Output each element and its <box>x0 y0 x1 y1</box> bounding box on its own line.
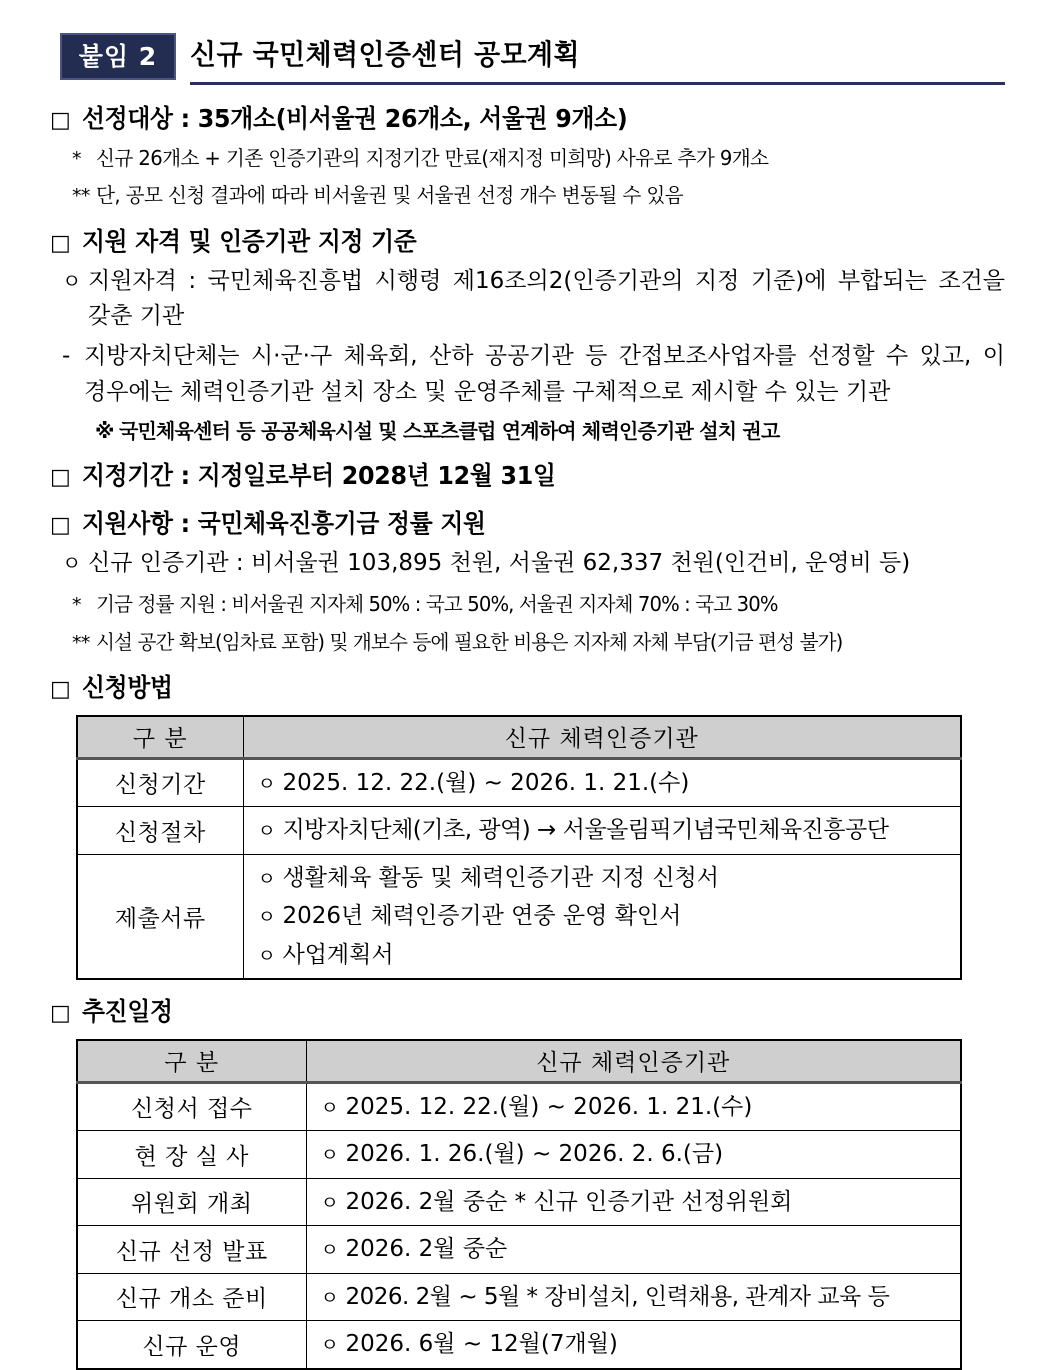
eligibility-item-local-gov-text: 지방자치단체는 시·군·구 체육회, 산하 공공기관 등 간접보조사업자를 선정할 수 있고, 이 경우에는 체력인증기관 설치 장소 및 운영주체를 구체적으로 제시할 수 있는 기관 <box>84 343 1005 405</box>
table-row <box>77 1178 961 1226</box>
table-row <box>77 1321 961 1369</box>
list-item <box>258 811 955 850</box>
square-bullet-icon: □ <box>50 1001 71 1027</box>
section-heading-support <box>50 508 1005 540</box>
target-note-1-text: 신규 26개소 + 기존 인증기관의 지정기간 만료(재지정 미희망) 사유로 추가 9개소 <box>96 145 769 170</box>
circle-bullet-icon: ㅇ <box>257 772 276 795</box>
schedule-row-label-site-inspection: 현 장 실 사 <box>77 1131 306 1179</box>
table-row <box>77 1226 961 1274</box>
schedule-row-label-preparation: 신규 개소 준비 <box>77 1273 306 1321</box>
apply-table-header-category: 구 분 <box>77 716 243 759</box>
title-rule <box>190 33 1005 85</box>
support-item-amount <box>62 546 1005 581</box>
section-heading-apply-label: 신청방법 <box>81 673 173 703</box>
list-item <box>258 764 955 803</box>
schedule-committee-text: 2026. 2월 중순 * 신규 인증기관 선정위원회 <box>345 1188 793 1215</box>
asterisk-marker: * <box>72 593 81 616</box>
table-header-row <box>77 1040 961 1083</box>
table-row <box>77 1082 961 1131</box>
support-note-2-text: 시설 공간 확보(임차료 포함) 및 개보수 등에 필요한 비용은 지자체 자체 부담(기금 편성 불가) <box>96 629 843 654</box>
apply-document-1-text: 생활체육 활동 및 체력인증기관 지정 신청서 <box>282 864 719 891</box>
eligibility-item-local-gov <box>62 339 1005 410</box>
support-note-1-text: 기금 정률 지원 : 비서울권 지자체 50% : 국고 50%, 서울권 지자체 70% : 국고 30% <box>96 591 778 616</box>
schedule-table-header-category: 구 분 <box>77 1040 306 1083</box>
square-bullet-icon: □ <box>50 677 71 703</box>
apply-row-label-procedure: 신청절차 <box>77 807 243 855</box>
list-item <box>321 1135 955 1174</box>
list-item <box>321 1230 955 1269</box>
apply-table-header-institution: 신규 체력인증기관 <box>243 716 961 759</box>
list-item <box>258 936 955 975</box>
section-heading-target-label: 선정대상 : 35개소(비서울권 26개소, 서울권 9개소) <box>81 104 627 133</box>
schedule-row-label-operation: 신규 운영 <box>77 1321 306 1369</box>
list-item <box>321 1278 955 1317</box>
page-title: 신규 국민체력인증센터 공모계획 <box>190 38 580 72</box>
circle-bullet-icon: ㅇ <box>320 1334 339 1357</box>
square-bullet-icon: □ <box>50 108 71 133</box>
target-note-1 <box>72 144 1005 173</box>
reference-mark-icon: ※ <box>95 419 114 444</box>
section-heading-eligibility-label: 지원 자격 및 인증기관 지정 기준 <box>81 226 416 256</box>
section-heading-apply <box>50 672 1005 704</box>
attachment-badge-label: 붙임 2 <box>78 42 158 71</box>
table-row <box>77 807 961 855</box>
section-heading-support-label: 지원사항 : 국민체육진흥기금 정률 지원 <box>81 508 486 538</box>
document-header <box>60 0 1005 85</box>
schedule-row-value-site-inspection <box>306 1131 961 1179</box>
schedule-table <box>76 1039 962 1370</box>
circle-bullet-icon: ㅇ <box>62 269 82 294</box>
schedule-preparation-text: 2026. 2월 ~ 5월 * 장비설치, 인력채용, 관계자 교육 등 <box>345 1283 890 1310</box>
double-asterisk-marker: ** <box>72 185 90 208</box>
eligibility-item-qualification <box>62 264 1005 333</box>
apply-method-table <box>76 715 962 981</box>
support-item-amount-text: 신규 인증기관 : 비서울권 103,895 천원, 서울권 62,337 천원(인건비, 운영비 등) <box>88 550 911 577</box>
apply-row-value-documents <box>243 854 961 979</box>
apply-row-value-procedure <box>243 807 961 855</box>
schedule-row-label-announcement: 신규 선정 발표 <box>77 1226 306 1274</box>
square-bullet-icon: □ <box>50 230 71 256</box>
apply-row-label-documents: 제출서류 <box>77 854 243 979</box>
support-note-2 <box>72 628 1005 657</box>
circle-bullet-icon: ㅇ <box>320 1286 339 1309</box>
section-heading-eligibility <box>50 226 1005 258</box>
section-heading-target <box>50 103 1005 135</box>
schedule-row-value-committee <box>306 1178 961 1226</box>
schedule-site-inspection-text: 2026. 1. 26.(월) ~ 2026. 2. 6.(금) <box>345 1141 724 1168</box>
circle-bullet-icon: ㅇ <box>257 820 276 843</box>
circle-bullet-icon: ㅇ <box>320 1191 339 1214</box>
apply-document-2-text: 2026년 체력인증기관 연중 운영 확인서 <box>282 903 682 930</box>
apply-row-value-period <box>243 758 961 807</box>
eligibility-recommendation-text: 국민체육센터 등 공공체육시설 및 스포츠클럽 연계하여 체력인증기관 설치 권고 <box>119 419 780 444</box>
circle-bullet-icon: ㅇ <box>257 906 276 929</box>
schedule-announcement-text: 2026. 2월 중순 <box>345 1236 508 1263</box>
list-item <box>321 1183 955 1222</box>
asterisk-marker: * <box>72 147 81 170</box>
section-heading-schedule <box>50 996 1005 1028</box>
double-asterisk-marker: ** <box>72 631 90 654</box>
apply-row-label-period: 신청기간 <box>77 758 243 807</box>
list-item <box>321 1088 955 1127</box>
square-bullet-icon: □ <box>50 512 71 538</box>
apply-procedure-text: 지방자치단체(기초, 광역) → 서울올림픽기념국민체육진흥공단 <box>282 817 889 844</box>
schedule-row-value-operation <box>306 1321 961 1369</box>
target-note-2-text: 단, 공모 신청 결과에 따라 비서울권 및 서울권 선정 개수 변동될 수 있음 <box>96 183 684 208</box>
list-item <box>321 1325 955 1364</box>
schedule-row-label-receipt: 신청서 접수 <box>77 1082 306 1131</box>
square-bullet-icon: □ <box>50 465 71 491</box>
section-heading-schedule-label: 추진일정 <box>81 997 173 1027</box>
attachment-badge <box>60 33 176 80</box>
table-header-row <box>77 716 961 759</box>
schedule-row-label-committee: 위원회 개최 <box>77 1178 306 1226</box>
schedule-row-value-receipt <box>306 1082 961 1131</box>
eligibility-recommendation <box>95 418 1005 444</box>
support-note-1 <box>72 590 1005 619</box>
circle-bullet-icon: ㅇ <box>62 551 82 576</box>
table-row <box>77 758 961 807</box>
circle-bullet-icon: ㅇ <box>320 1096 339 1119</box>
document-body <box>40 103 1005 1370</box>
circle-bullet-icon: ㅇ <box>257 944 276 967</box>
list-item <box>258 897 955 936</box>
schedule-operation-text: 2026. 6월 ~ 12월(7개월) <box>345 1331 618 1358</box>
table-row <box>77 1131 961 1179</box>
apply-period-text: 2025. 12. 22.(월) ~ 2026. 1. 21.(수) <box>282 769 690 796</box>
eligibility-item-qualification-text: 지원자격 : 국민체육진흥법 시행령 제16조의2(인증기관의 지정 기준)에 부합되는 조건을 갖춘 기관 <box>88 268 1005 329</box>
table-row <box>77 854 961 979</box>
section-heading-period <box>50 460 1005 492</box>
table-row <box>77 1273 961 1321</box>
section-heading-period-label: 지정기간 : 지정일로부터 2028년 12월 31일 <box>81 461 556 491</box>
schedule-row-value-announcement <box>306 1226 961 1274</box>
dash-bullet-icon: - <box>62 343 71 370</box>
schedule-receipt-text: 2025. 12. 22.(월) ~ 2026. 1. 21.(수) <box>345 1093 753 1120</box>
list-item <box>258 859 955 898</box>
schedule-table-header-institution: 신규 체력인증기관 <box>306 1040 961 1083</box>
circle-bullet-icon: ㅇ <box>320 1239 339 1262</box>
apply-document-3-text: 사업계획서 <box>282 941 394 968</box>
schedule-row-value-preparation <box>306 1273 961 1321</box>
target-note-2 <box>72 181 1005 210</box>
circle-bullet-icon: ㅇ <box>320 1144 339 1167</box>
circle-bullet-icon: ㅇ <box>257 867 276 890</box>
